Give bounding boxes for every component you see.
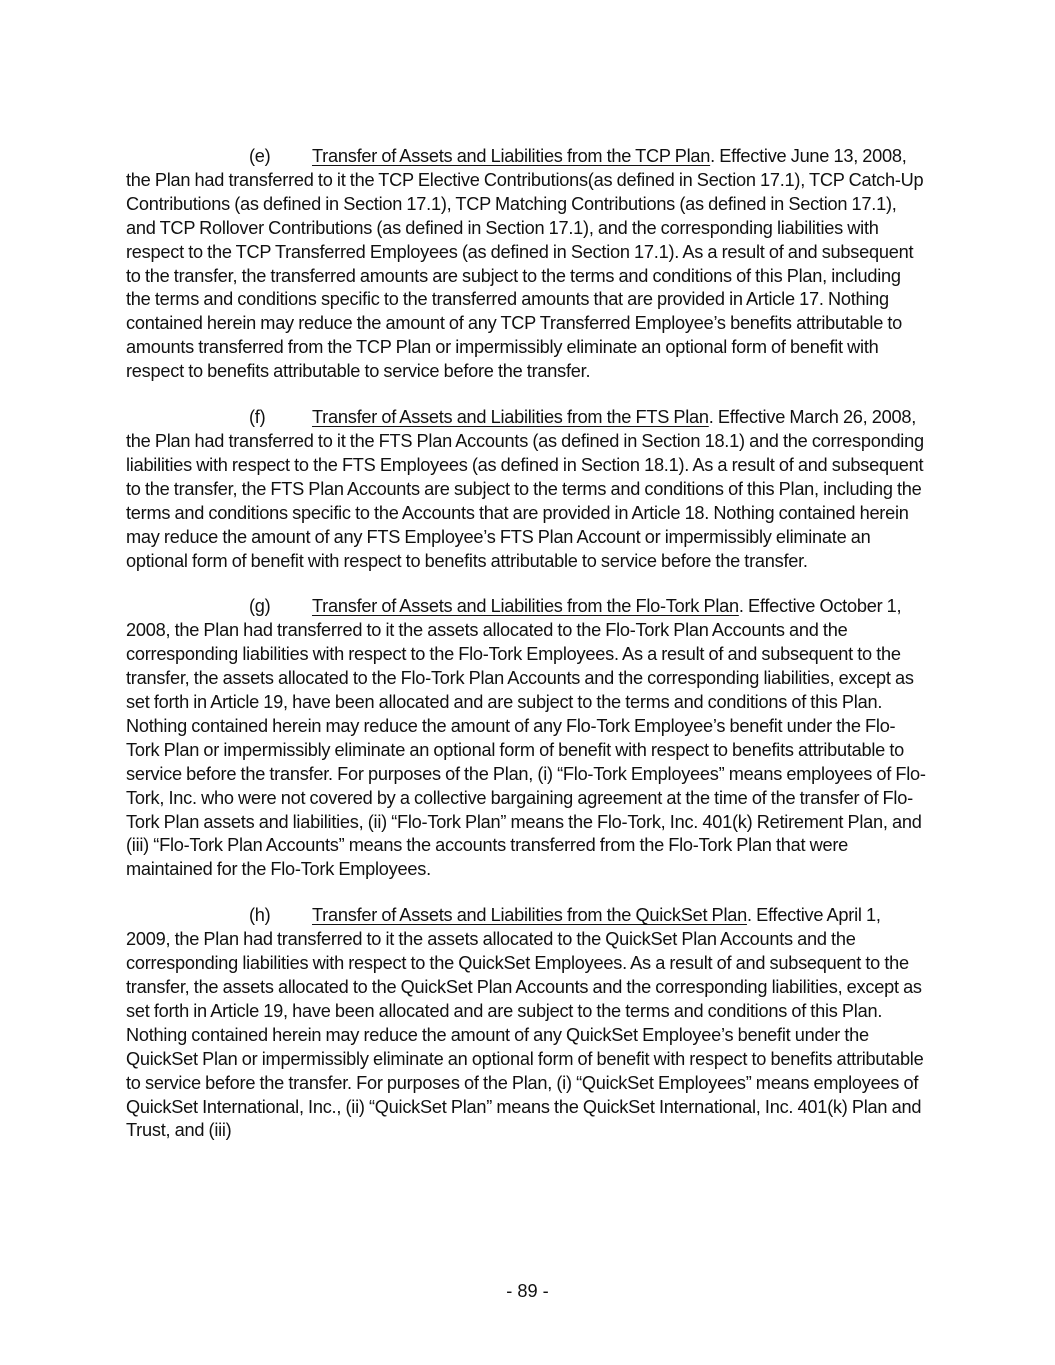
section-marker: (f) bbox=[249, 407, 266, 428]
section-marker: (h) bbox=[249, 905, 271, 926]
section-heading: Transfer of Assets and Liabilities from the QuickSet Plan bbox=[312, 905, 747, 926]
section-heading: Transfer of Assets and Liabilities from the Flo-Tork Plan bbox=[312, 596, 739, 617]
section-heading: Transfer of Assets and Liabilities from the FTS Plan bbox=[312, 407, 709, 428]
section-body: . Effective April 1, 2009, the Plan had transferred to it the assets allocated to the QuickSet Plan Accounts and the corresponding liabilities with respect to the QuickSet Employees. As a result of and subsequent to the transfer, the assets allocated to the QuickSet Plan Accounts and the corresponding liabilities, except as set forth in Article 19, have been allocated and are subject to the terms and conditions of this Plan. Nothing contained herein may reduce the amount of any QuickSet Employee’s benefit under the QuickSet Plan or impermissibly eliminate an optional form of benefit with respect to benefits attributable to service before the transfer. For purposes of the Plan, (i) “QuickSet Employees” means employees of QuickSet International, Inc., (ii) “QuickSet Plan” means the QuickSet International, Inc. 401(k) Plan and Trust, and (iii) bbox=[126, 905, 924, 1141]
document-page bbox=[126, 145, 926, 1165]
section-marker: (e) bbox=[249, 146, 271, 166]
section-e bbox=[126, 145, 926, 384]
section-body: . Effective October 1, 2008, the Plan had transferred to it the assets allocated to the Flo-Tork Plan Accounts and the corresponding liabilities with respect to the Flo-Tork Employees. As a result of and subsequent to the transfer, the assets allocated to the Flo-Tork Plan Accounts and the corresponding liabilities, except as set forth in Article 19, have been allocated and are subject to the terms and conditions of this Plan. Nothing contained herein may reduce the amount of any Flo-Tork Employee’s benefit under the Flo-Tork Plan or impermissibly eliminate an optional form of benefit with respect to benefits attributable to service before the transfer. For purposes of the Plan, (i) “Flo-Tork Employees” means employees of Flo-Tork, Inc. who were not covered by a collective bargaining agreement at the time of the transfer of Flo-Tork Plan assets and liabilities, (ii) “Flo-Tork Plan” means the Flo-Tork, Inc. 401(k) Retirement Plan, and (iii) “Flo-Tork Plan Accounts” means the accounts transferred from the Flo-Tork Plan that were maintained for the Flo-Tork Employees. bbox=[126, 596, 926, 880]
section-f bbox=[126, 406, 926, 573]
section-body: . Effective June 13, 2008, the Plan had transferred to it the TCP Elective Contributions(as defined in Section 17.1), TCP Catch-Up Contributions (as defined in Section 17.1), TCP Matching Contributions (as defined in Section 17.1), and TCP Rollover Contributions (as defined in Section 17.1), and the corresponding liabilities with respect to the TCP Transferred Employees (as defined in Section 17.1). As a result of and subsequent to the transfer, the transferred amounts are subject to the terms and conditions of this Plan, including the terms and conditions specific to the transferred amounts that are provided in Article 17. Nothing contained herein may reduce the amount of any TCP Transferred Employee’s benefits attributable to amounts transferred from the TCP Plan or impermissibly eliminate an optional form of benefit with respect to benefits attributable to service before the transfer. bbox=[126, 146, 924, 382]
page-number: - 89 - bbox=[506, 1281, 549, 1301]
section-h bbox=[126, 904, 926, 1143]
section-g bbox=[126, 595, 926, 882]
section-marker: (g) bbox=[249, 596, 271, 617]
section-body: . Effective March 26, 2008, the Plan had transferred to it the FTS Plan Accounts (as defined in Section 18.1) and the corresponding liabilities with respect to the FTS Employees (as defined in Section 18.1). As a result of and subsequent to the transfer, the FTS Plan Accounts are subject to the terms and conditions of this Plan, including the terms and conditions specific to the Accounts that are provided in Article 18. Nothing contained herein may reduce the amount of any FTS Employee’s FTS Plan Account or impermissibly eliminate an optional form of benefit with respect to benefits attributable to service before the transfer. bbox=[126, 407, 924, 571]
section-heading: Transfer of Assets and Liabilities from the TCP Plan bbox=[312, 146, 711, 166]
